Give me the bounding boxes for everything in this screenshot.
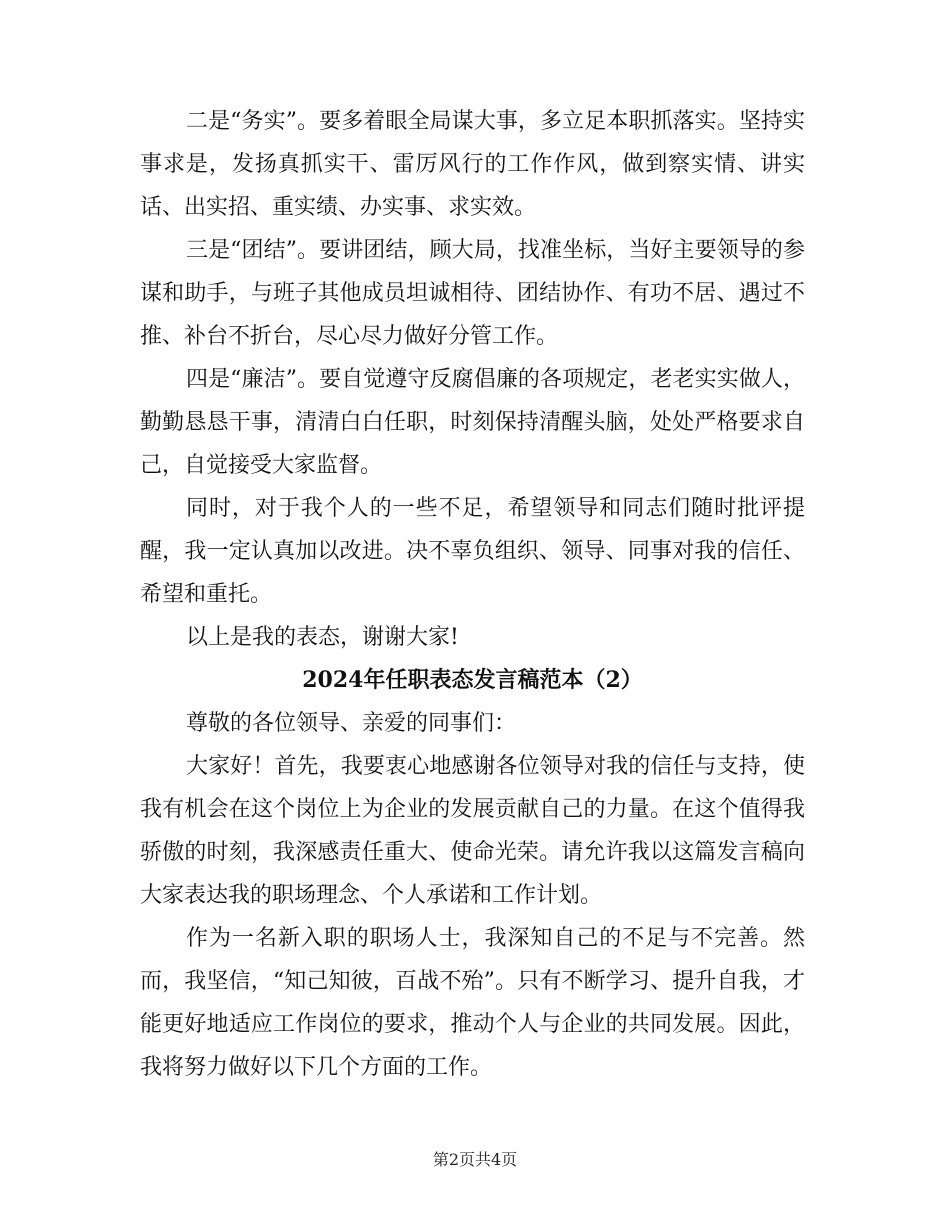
paragraph-commitment: 作为一名新入职的职场人士，我深知自己的不足与不完善。然而，我坚信，“知己知彼，百战不殆”。只有不断学习、提升自我，才能更好地适应工作岗位的要求，推动个人与企业的共同发展。因此，我将努力做好以下几个方面的工作。	[140, 926, 805, 1080]
paragraph-greeting: 尊敬的各位领导、亲爱的同事们：	[186, 711, 517, 736]
paragraph-thanks: 大家好！首先，我要衷心地感谢各位领导对我的信任与支持，使我有机会在这个岗位上为企业的发展贡献自己的力量。在这个值得我骄傲的时刻，我深感责任重大、使命光荣。请允许我以这篇发言稿向大家表达我的职场理念、个人承诺和工作计划。	[140, 754, 805, 908]
paragraph-lianjie: 四是“廉洁”。要自觉遵守反腐倡廉的各项规定，老老实实做人，勤勤恳恳干事，清清白白任职，时刻保持清醒头脑，处处严格要求自己，自觉接受大家监督。	[140, 367, 805, 478]
paragraph-tongshi: 同时，对于我个人的一些不足，希望领导和同志们随时批评提醒，我一定认真加以改进。决不辜负组织、领导、同事对我的信任、希望和重托。	[140, 496, 805, 607]
page-number-footer: 第2页共4页	[432, 1150, 518, 1169]
paragraph-tuanjie: 三是“团结”。要讲团结，顾大局，找准坐标，当好主要领导的参谋和助手，与班子其他成员坦诚相待、团结协作、有功不居、遇过不推、补台不折台，尽心尽力做好分管工作。	[140, 238, 805, 349]
paragraph-wushi: 二是“务实”。要多着眼全局谋大事，多立足本职抓落实。坚持实事求是，发扬真抓实干、雷厉风行的工作作风，做到察实情、讲实话、出实招、重实绩、办实事、求实效。	[140, 109, 805, 220]
paragraph-closing: 以上是我的表态，谢谢大家!	[186, 625, 459, 650]
document-body	[140, 100, 805, 1089]
section-title: 2024年任职表态发言稿范本（2）	[302, 667, 643, 693]
